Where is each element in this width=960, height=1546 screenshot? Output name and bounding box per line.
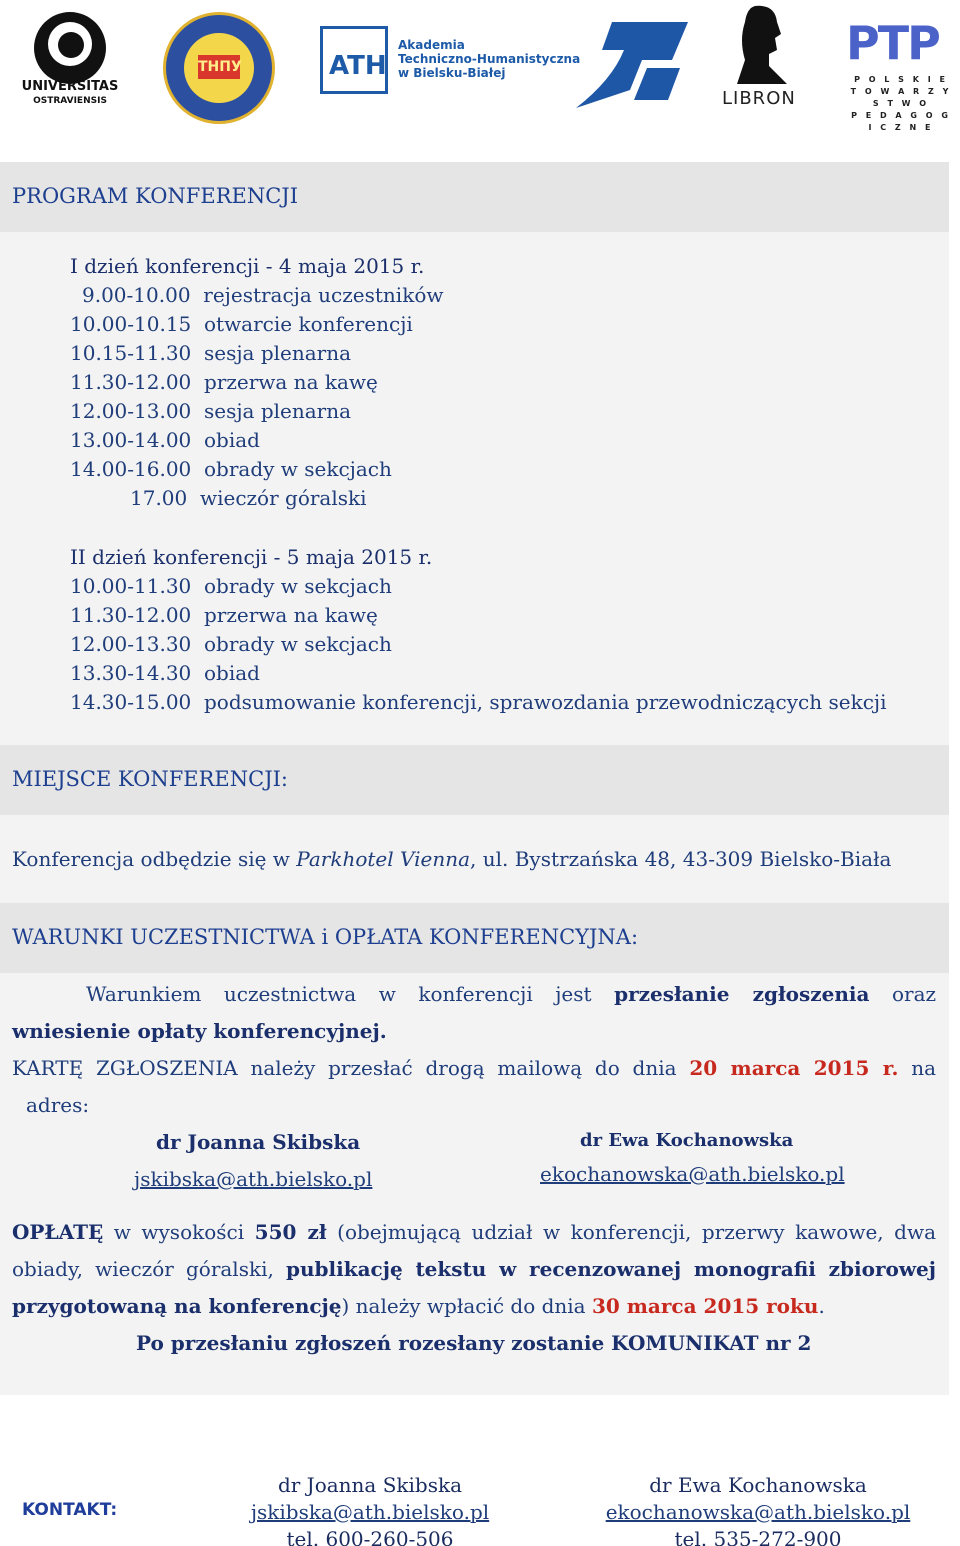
conditions-p2: KARTĘ ZGŁOSZENIA należy przesłać drogą mailową do dnia 20 marca 2015 r. na xyxy=(12,1056,937,1080)
venue-header-band xyxy=(0,745,949,815)
day1-item: 9.00-10.00 rejestracja uczestników xyxy=(82,283,444,307)
fee-line1: OPŁATĘ w wysokości 550 zł (obejmującą udział w konferencji, przerwy kawowe, dwa xyxy=(12,1220,937,1244)
libron-name: LIBRON xyxy=(722,88,796,109)
day1-item: 11.30-12.00 przerwa na kawę xyxy=(70,370,378,394)
logo-swoosh-icon xyxy=(572,20,690,110)
footer-contact2-tel: tel. 535-272-900 xyxy=(674,1527,842,1546)
logo-libron-head-icon xyxy=(735,4,791,86)
day1-item: 14.00-16.00 obrady w sekcjach xyxy=(70,457,392,481)
day2-heading: II dzień konferencji - 5 maja 2015 r. xyxy=(70,545,433,569)
contact1-name: dr Joanna Skibska xyxy=(156,1130,361,1154)
conditions-p1: Warunkiem uczestnictwa w konferencji jest przesłanie zgłoszenia oraz xyxy=(86,982,937,1006)
contact1-email-link[interactable]: jskibska@ath.bielsko.pl xyxy=(134,1167,373,1191)
day2-item: 13.30-14.30 obiad xyxy=(70,661,260,685)
day1-item: 10.00-10.15 otwarcie konferencji xyxy=(70,312,413,336)
venue-text: Konferencja odbędzie się w Parkhotel Vienna, ul. Bystrzańska 48, 43-309 Bielsko-Biała xyxy=(12,847,892,871)
footer-contact1-email[interactable]: jskibska@ath.bielsko.pl xyxy=(250,1500,490,1524)
ptp-sub: P O L S K I E T O W A R Z Y S T W O P E D A G O G I C Z N E xyxy=(850,75,952,132)
universitas-name: UNIVERSITAS xyxy=(21,79,119,94)
program-panel xyxy=(0,162,949,1395)
day1-item: 13.00-14.00 obiad xyxy=(70,428,260,452)
ath-line1: Akademia xyxy=(398,38,465,52)
footer-contact-2 xyxy=(598,1472,918,1546)
fee-line3: przygotowaną na konferencję) należy wpłacić do dnia 30 marca 2015 roku. xyxy=(12,1294,825,1318)
day1-item: 17.00 wieczór góralski xyxy=(130,486,367,510)
conditions-header-band xyxy=(0,903,949,973)
program-title: PROGRAM KONFERENCJI xyxy=(12,184,299,208)
day2-item: 14.30-15.00 podsumowanie konferencji, sprawozdania przewodniczących sekcji xyxy=(70,690,887,714)
footer-contact-1 xyxy=(240,1472,500,1546)
conditions-title: WARUNKI UCZESTNICTWA i OPŁATA KONFERENCYJNA: xyxy=(12,925,639,949)
tnpu-abbr: ТНПУ xyxy=(198,55,240,79)
day2-item: 10.00-11.30 obrady w sekcjach xyxy=(70,574,392,598)
day2-item: 11.30-12.00 przerwa na kawę xyxy=(70,603,378,627)
contact-label: KONTAKT: xyxy=(22,1500,118,1520)
footer-contact2-email[interactable]: ekochanowska@ath.bielsko.pl xyxy=(605,1500,911,1524)
footer-contact1-name: dr Joanna Skibska xyxy=(277,1473,463,1497)
day1-heading: I dzień konferencji - 4 maja 2015 r. xyxy=(70,254,425,278)
day2-item: 12.00-13.30 obrady w sekcjach xyxy=(70,632,392,656)
conditions-p1-line2: wniesienie opłaty konferencyjnej. xyxy=(12,1019,387,1043)
venue-hotel: Parkhotel Vienna xyxy=(296,847,471,871)
final-note: Po przesłaniu zgłoszeń rozesłany zostanie KOMUNIKAT nr 2 xyxy=(136,1331,812,1355)
footer-contact1-tel: tel. 600-260-506 xyxy=(286,1527,454,1546)
venue-title: MIEJSCE KONFERENCJI: xyxy=(12,767,288,791)
ath-line2: Techniczno-Humanistyczna xyxy=(398,52,581,66)
program-header-band xyxy=(0,162,949,232)
ath-line3: w Bielsku-Białej xyxy=(398,66,506,80)
contact2-email-link[interactable]: ekochanowska@ath.bielsko.pl xyxy=(540,1162,845,1186)
ath-abbr: ATH xyxy=(329,51,387,81)
day1-item: 10.15-11.30 sesja plenarna xyxy=(70,341,352,365)
footer-contact2-name: dr Ewa Kochanowska xyxy=(649,1473,867,1497)
universitas-sub: OSTRAVIENSIS xyxy=(33,96,107,106)
universitas-emblem-icon xyxy=(34,12,106,84)
contact2-name: dr Ewa Kochanowska xyxy=(580,1130,794,1151)
logo-tnpu xyxy=(163,12,275,124)
day1-item: 12.00-13.00 sesja plenarna xyxy=(70,399,352,423)
conditions-p2-line2: adres: xyxy=(26,1093,90,1117)
fee-line2: obiady, wieczór góralski, publikację tekstu w recenzowanej monografii zbiorowej xyxy=(12,1257,937,1281)
ptp-abbr: PTP xyxy=(846,16,939,70)
